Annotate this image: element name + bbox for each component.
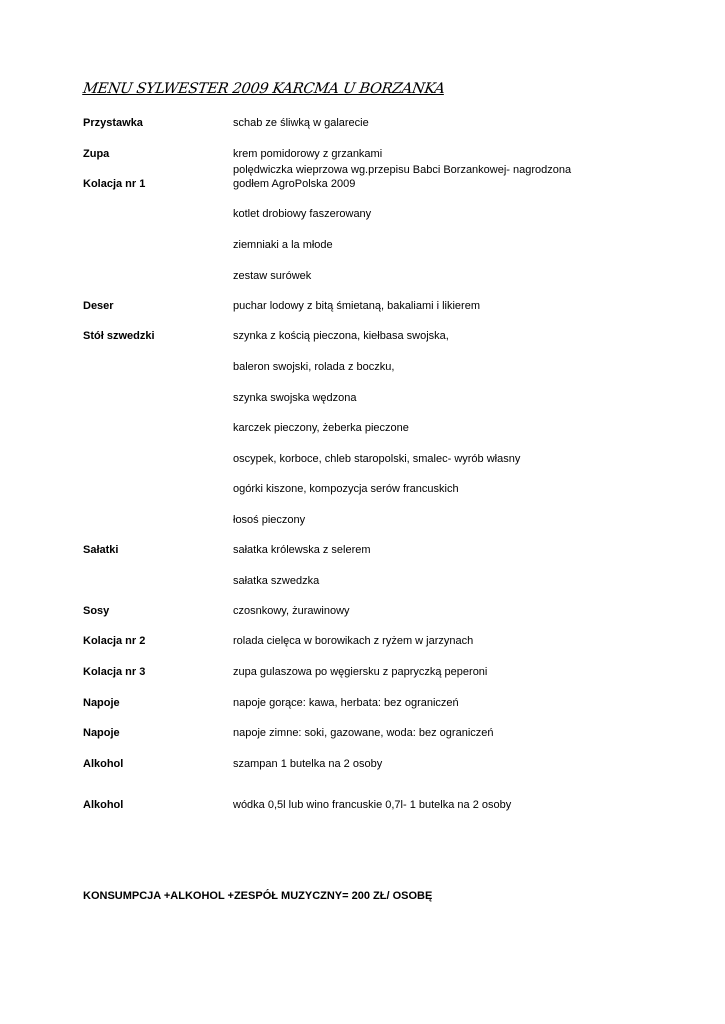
label-napoje-zimne: Napoje xyxy=(83,727,120,739)
item-kolacja1-poledwiczka-cd: godłem AgroPolska 2009 xyxy=(233,178,356,190)
label-zupa: Zupa xyxy=(83,148,110,160)
item-stol-karczek: karczek pieczony, żeberka pieczone xyxy=(233,422,409,434)
item-deser: puchar lodowy z bitą śmietaną, bakaliami i likierem xyxy=(233,300,480,312)
item-alkohol-wodka: wódka 0,5l lub wino francuskie 0,7l- 1 butelka na 2 osoby xyxy=(233,799,512,811)
item-stol-szynka-wedzona: szynka swojska wędzona xyxy=(233,392,357,404)
item-sosy: czosnkowy, żurawinowy xyxy=(233,605,350,617)
label-kolacja-2: Kolacja nr 2 xyxy=(83,635,146,647)
label-sosy: Sosy xyxy=(83,605,110,617)
item-napoje-zimne: napoje zimne: soki, gazowane, woda: bez ograniczeń xyxy=(233,727,494,739)
item-kolacja-3: zupa gulaszowa po węgiersku z papryczką peperoni xyxy=(233,666,488,678)
item-stol-oscypek: oscypek, korboce, chleb staropolski, smalec- wyrób własny xyxy=(233,453,521,465)
item-kolacja1-kotlet: kotlet drobiowy faszerowany xyxy=(233,208,372,220)
item-kolacja1-ziemniaki: ziemniaki a la młode xyxy=(233,239,333,251)
item-napoje-gorace: napoje gorące: kawa, herbata: bez ograniczeń xyxy=(233,697,459,709)
item-stol-baleron: baleron swojski, rolada z boczku, xyxy=(233,361,395,373)
label-deser: Deser xyxy=(83,300,114,312)
menu-title: MENU SYLWESTER 2009 KARCMA U BORZANKA xyxy=(81,81,446,97)
label-kolacja-1: Kolacja nr 1 xyxy=(83,178,146,190)
label-napoje-gorace: Napoje xyxy=(83,697,120,709)
item-kolacja-2: rolada cielęca w borowikach z ryżem w jarzynach xyxy=(233,635,474,647)
item-zupa: krem pomidorowy z grzankami xyxy=(233,148,383,160)
label-stol-szwedzki: Stół szwedzki xyxy=(83,330,155,342)
label-salatki: Sałatki xyxy=(83,544,119,556)
price-footer: KONSUMPCJA +ALKOHOL +ZESPÓŁ MUZYCZNY= 200 ZŁ/ OSOBĘ xyxy=(83,890,433,902)
item-kolacja1-surowki: zestaw surówek xyxy=(233,270,312,282)
label-kolacja-3: Kolacja nr 3 xyxy=(83,666,146,678)
item-salatka-krolewska: sałatka królewska z selerem xyxy=(233,544,371,556)
item-salatka-szwedzka: sałatka szwedzka xyxy=(233,575,320,587)
label-przystawka: Przystawka xyxy=(83,117,143,129)
item-stol-ogorki: ogórki kiszone, kompozycja serów francuskich xyxy=(233,483,459,495)
label-alkohol-szampan: Alkohol xyxy=(83,758,124,770)
item-stol-szynka-z-koscia: szynka z kością pieczona, kiełbasa swojska, xyxy=(233,330,449,342)
label-alkohol-wodka: Alkohol xyxy=(83,799,124,811)
item-alkohol-szampan: szampan 1 butelka na 2 osoby xyxy=(233,758,383,770)
item-stol-losos: łosoś pieczony xyxy=(233,514,306,526)
item-kolacja1-poledwiczka: polędwiczka wieprzowa wg.przepisu Babci Borzankowej- nagrodzona xyxy=(233,164,572,176)
item-przystawka: schab ze śliwką w galarecie xyxy=(233,117,369,129)
